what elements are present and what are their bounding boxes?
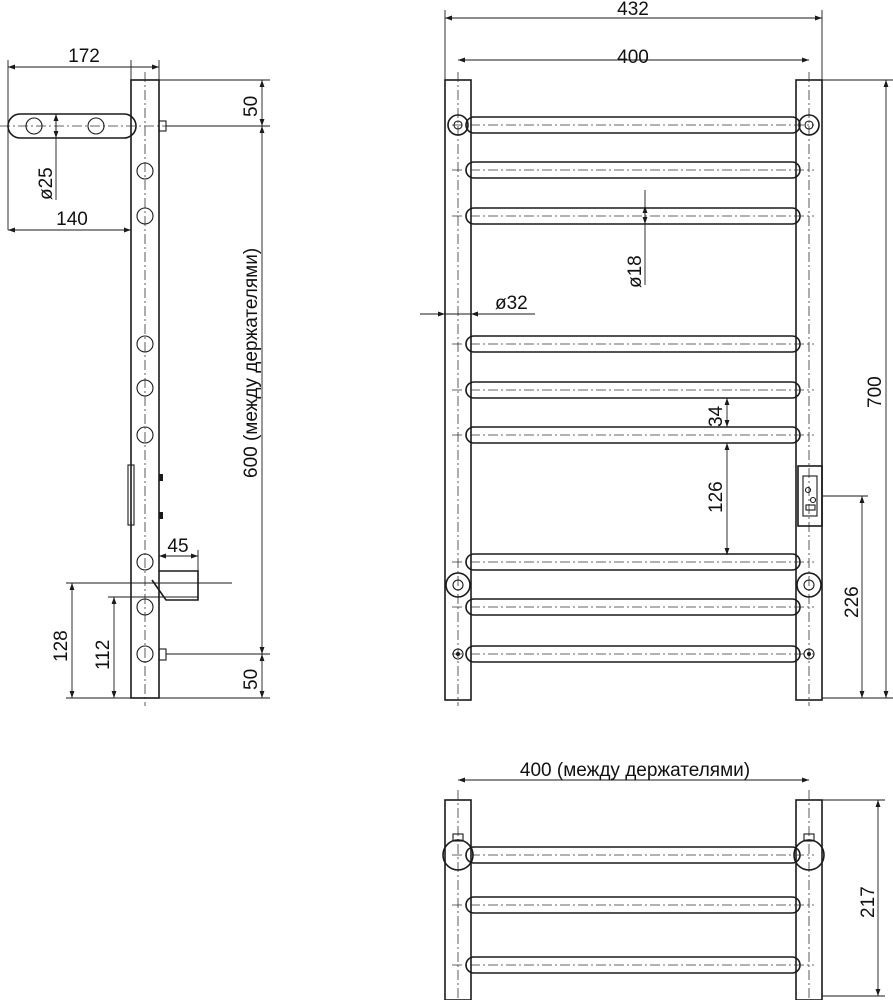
top-rung [452,957,814,973]
dim-connector-height-b: 112 [93,639,114,670]
top-rung [452,897,814,913]
dim-overall-width: 432 [617,0,649,20]
front-rung [452,117,814,133]
front-middle-mounts [446,573,821,597]
front-rung [452,162,814,178]
dim-bar-dia: ø18 [625,255,646,288]
dim-depth-to-pipe: 140 [56,209,88,230]
front-rung [452,382,814,398]
dim-bar-spacing: 126 [706,481,727,513]
dim-tube-dia: ø25 [36,167,57,200]
front-view [420,0,893,706]
side-vertical-tube [131,80,159,698]
dim-total-depth: 172 [68,46,100,67]
front-rung [452,208,814,224]
dim-connector-height-a: 128 [51,630,72,662]
front-rung [452,336,814,352]
dim-top-offset: 50 [241,95,262,117]
top-rung [452,847,814,863]
front-rung [452,599,814,615]
dim-top-depth: 217 [858,886,879,918]
dim-top-between-holders: 400 (между держателями) [519,760,751,781]
front-control-box [798,466,822,526]
front-rung [452,646,814,662]
dim-inner-width: 400 [617,47,649,68]
dim-post-dia: ø32 [495,293,528,314]
dim-between-holders: 600 (между держателями) [241,247,262,478]
dim-overall-height: 700 [865,376,886,408]
side-view [0,46,270,706]
dim-control-height: 226 [842,586,863,618]
dim-connector: 45 [167,536,189,557]
top-view [443,760,885,1000]
top-rungs [452,847,814,973]
dim-bottom-offset: 50 [241,668,262,690]
front-rung [452,427,814,443]
front-rung [452,554,814,570]
front-rungs [452,117,814,662]
dim-bar-gap: 34 [706,405,727,427]
